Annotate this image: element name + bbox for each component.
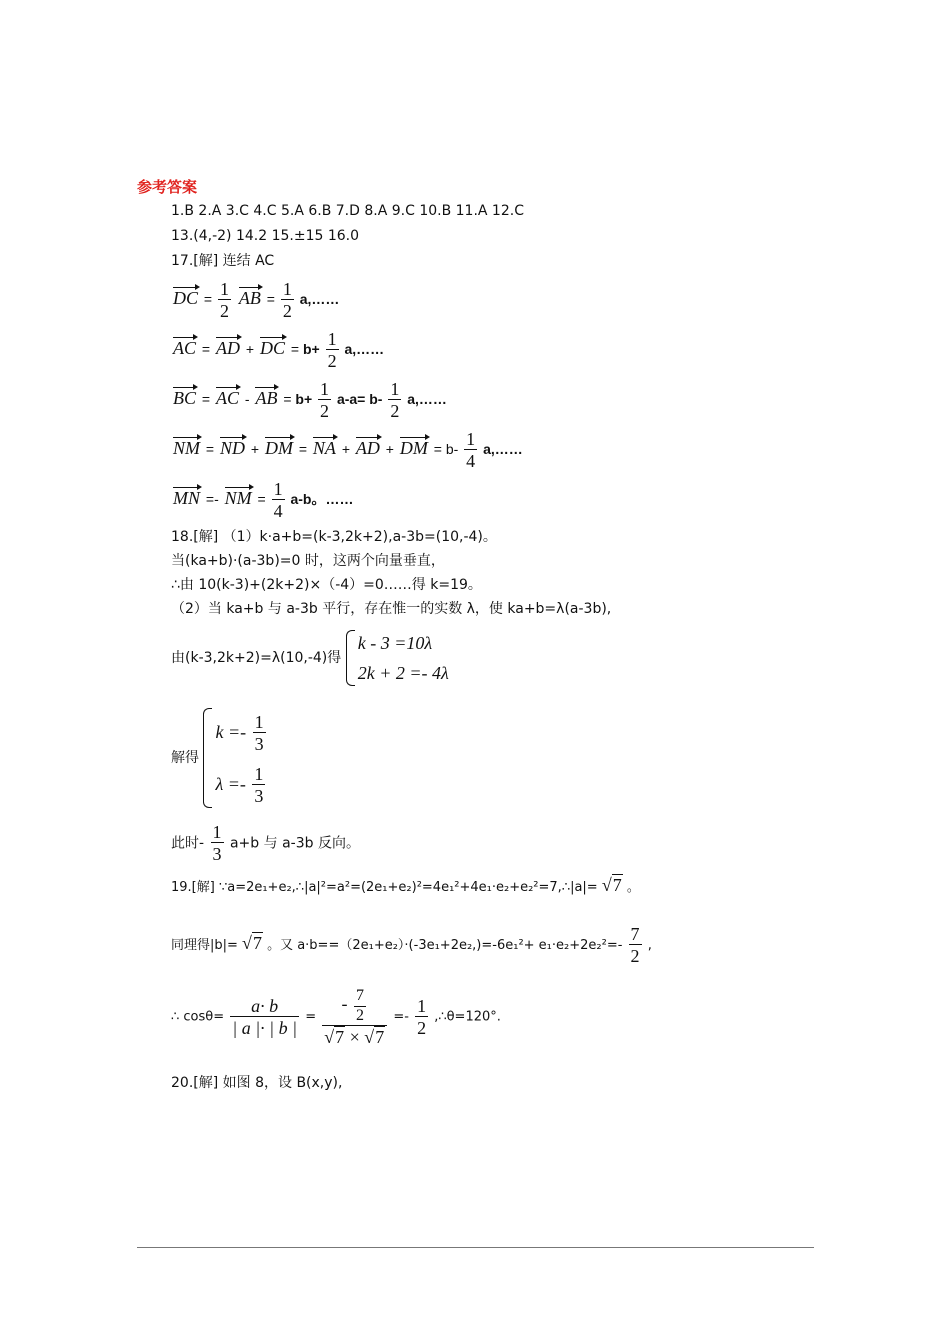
p19-line-1-text: 19.[解] ∵a=2e₁+e₂,∴|a|²=a²=(2e₁+e₂)²=4e₁²+4e₁·e₂+e₂²=7,∴|a|= — [171, 880, 598, 895]
vec-AC: AC — [173, 334, 196, 357]
p19-line-2a: 同理得|b|= — [171, 938, 238, 953]
answers-line-2: 13.(4,-2) 14.2 15.±15 16.0 — [171, 228, 360, 244]
vec-DM: DM — [265, 434, 293, 457]
p17-eq4: NM = ND + DM = NA + AD + DM = b- $\frac{1}{4}$ a,…… — [173, 429, 523, 471]
p17-eq1: DC = $\frac{1}{2}$ AB = $\frac{1}{2}$ a,…… — [173, 279, 340, 321]
sys1-row-a: k - 3 =10λ — [357, 633, 433, 653]
frac-quarter: $\frac{1}{4}$ — [273, 479, 283, 521]
p18-line-6-text: 解得 — [171, 750, 199, 766]
vec-NM: NM — [173, 434, 200, 457]
vec-BC: BC — [173, 384, 196, 407]
p19-line-2-end: , — [647, 938, 652, 953]
vec-DC: DC — [173, 284, 198, 307]
cos-denominator: | a |· | b | — [232, 1017, 298, 1038]
equation-system-1 — [346, 628, 449, 688]
p19-line-3-mid: =- — [393, 1009, 409, 1025]
p19-line-3 — [171, 986, 501, 1048]
sqrt-7: √7 — [242, 933, 262, 953]
answer-heading: 参考答案 — [137, 178, 198, 196]
vec-AC: AC — [216, 384, 239, 407]
p18-line-4: （2）当 ka+b 与 a-3b 平行，存在惟一的实数 λ，使 ka+b=λ(a-3b), — [171, 601, 612, 617]
sys2-row-a — [215, 706, 267, 758]
vec-MN: MN — [173, 484, 200, 507]
p17-intro: 17.[解] 连结 AC — [171, 253, 275, 269]
p19-line-1-end: 。 — [626, 880, 640, 895]
frac-half: $\frac{1}{2}$ — [390, 379, 400, 421]
p19-line-1 — [171, 876, 640, 897]
p18-line-5 — [171, 628, 449, 688]
p19-line-3-eq: = — [305, 1009, 317, 1025]
vec-AD: AD — [356, 434, 380, 457]
p18-line-2: 当(ka+b)·(a-3b)=0 时，这两个向量垂直， — [171, 553, 445, 569]
p18-line-7b: a+b 与 a-3b 反向。 — [229, 835, 360, 852]
frac-half: $\frac{1}{2}$ — [327, 329, 337, 371]
sqrt-7: √7 — [601, 875, 622, 895]
vec-AB: AB — [239, 284, 261, 307]
p19-line-2b: 。又 a·b==（2e₁+e₂）·(-3e₁+2e₂,)=-6e₁²+ e₁·e₂+2e₂²=- — [267, 938, 623, 953]
frac-third: $\frac{1}{3}$ — [254, 712, 264, 755]
p18-line-3: ∴由 10(k-3)+(2k+2)×（-4）=0……得 k=19。 — [171, 577, 482, 593]
p18-line-5-text: 由(k-3,2k+2)=λ(10,-4)得 — [171, 650, 342, 666]
p20-line: 20.[解] 如图 8，设 B(x,y), — [171, 1075, 343, 1091]
p17-eq4-mid: = b- — [433, 441, 459, 458]
sys2-row-b-text: λ =- — [215, 774, 246, 794]
frac-seven-halves: $\frac{7}{2}$ — [630, 924, 640, 966]
brace-1 — [346, 630, 355, 686]
frac-half: $\frac{1}{2}$ — [417, 995, 427, 1038]
p17-eq1-tail: a,…… — [299, 291, 340, 308]
p19-line-2 — [171, 924, 652, 967]
p17-eq3-tail: a,…… — [407, 391, 447, 408]
complex-numerator: - $\frac{7}{2}$ — [322, 986, 387, 1026]
p17-eq3-mid2: a-a= b- — [336, 391, 383, 408]
p18-line-6 — [171, 706, 268, 810]
frac-cos — [230, 996, 299, 1039]
sys1-row-b: 2k + 2 =- 4λ — [357, 663, 449, 683]
footer-divider — [137, 1247, 814, 1248]
p17-eq2-tail: a,…… — [344, 341, 385, 358]
vec-DM: DM — [400, 434, 428, 457]
sqrt-7: √7 — [324, 1027, 345, 1047]
sys2-row-b — [215, 758, 267, 810]
vec-AD: AD — [216, 334, 240, 357]
frac-complex — [322, 986, 387, 1048]
frac-quarter: $\frac{1}{4}$ — [466, 429, 476, 471]
vec-DC: DC — [260, 334, 285, 357]
p17-eq5-mid: =- — [205, 491, 219, 508]
frac-half: $\frac{1}{2}$ — [282, 279, 292, 321]
sys2-row-a-text: k =- — [215, 722, 247, 742]
p17-eq4-tail: a,…… — [483, 441, 523, 458]
p17-eq3-mid1: b+ — [295, 391, 313, 408]
vec-ND: ND — [220, 434, 245, 457]
frac-third: $\frac{1}{3}$ — [254, 764, 264, 807]
p19-line-3a: ∴ cosθ= — [171, 1009, 225, 1025]
frac-half: $\frac{1}{2}$ — [320, 379, 330, 421]
p17-eq5-tail: a-b。…… — [290, 491, 354, 508]
vec-AB: AB — [255, 384, 277, 407]
complex-denominator: √7 × √7 — [324, 1027, 385, 1047]
p18-line-7 — [171, 822, 360, 865]
frac-seven-halves: $\frac{7}{2}$ — [355, 987, 364, 1024]
answers-line-1: 1.B 2.A 3.C 4.C 5.A 6.B 7.D 8.A 9.C 10.B 11.A 12.C — [171, 203, 524, 219]
sqrt-7: √7 — [364, 1027, 385, 1047]
p17-eq2-mid: b+ — [302, 341, 320, 358]
vec-NM: NM — [225, 484, 252, 507]
p18-line-7a: 此时- — [171, 835, 205, 852]
equation-system-2 — [203, 706, 267, 810]
vec-NA: NA — [313, 434, 336, 457]
frac-half: $\frac{1}{2}$ — [219, 279, 229, 321]
p19-line-3-end: ,∴θ=120°. — [434, 1009, 501, 1025]
brace-2 — [203, 708, 212, 808]
p17-eq3: BC = AC - AB = b+ $\frac{1}{2}$ a-a= b- $\frac{1}{2}$ a,…… — [173, 379, 447, 421]
frac-third: $\frac{1}{3}$ — [212, 822, 222, 864]
p17-eq2: AC = AD + DC = b+ $\frac{1}{2}$ a,…… — [173, 329, 385, 371]
p17-eq5: MN =- NM = $\frac{1}{4}$ a-b。…… — [173, 479, 354, 521]
p18-line-1: 18.[解] （1）k·a+b=(k-3,2k+2),a-3b=(10,-4)。 — [171, 529, 497, 545]
cos-numerator: a· b — [230, 996, 299, 1017]
